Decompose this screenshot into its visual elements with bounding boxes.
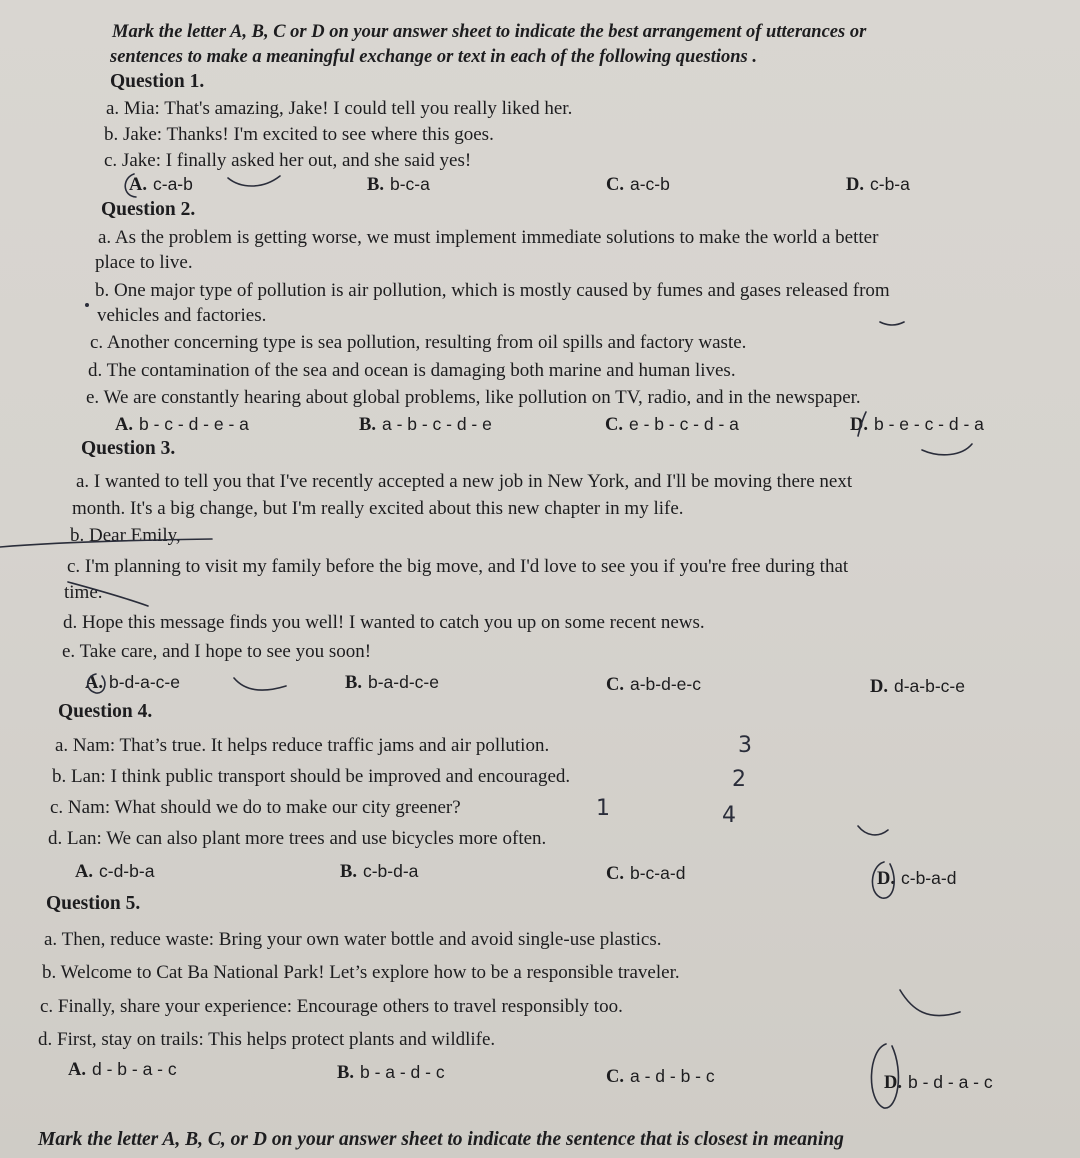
option-text: b-c-a-d	[630, 863, 686, 883]
option-letter: B.	[359, 415, 376, 435]
option-text: b - d - a - c	[908, 1072, 993, 1092]
option-text: a - d - b - c	[630, 1066, 715, 1086]
option-text: b-a-d-c-e	[367, 672, 439, 692]
q2-line-d: d. The contamination of the sea and ocean is damaging both marine and human lives.	[88, 360, 736, 381]
option-text: d-a-b-c-e	[894, 676, 965, 696]
instruction-top-line-1: Mark the letter A, B, C or D on your answer sheet to indicate the best arrangement of utterances or	[112, 22, 867, 42]
q1-option-b[interactable]	[367, 172, 430, 197]
q5-option-c[interactable]	[606, 1064, 715, 1089]
q5-line-d: d. First, stay on trails: This helps protect plants and wildlife.	[38, 1029, 496, 1050]
q2-line-b2: vehicles and factories.	[97, 305, 267, 326]
q3-line-c2: time.	[64, 582, 103, 603]
q5-option-d[interactable]	[884, 1070, 993, 1095]
question-5-title: Question 5.	[46, 893, 141, 914]
option-text: b - e - c - d - a	[874, 414, 984, 434]
handwritten-number-2: 2	[732, 767, 746, 792]
question-4-title: Question 4.	[58, 701, 153, 722]
q5-line-b: b. Welcome to Cat Ba National Park! Let’s explore how to be a responsible traveler.	[42, 962, 680, 983]
handwritten-number-4: 4	[722, 803, 736, 828]
q1-option-a[interactable]	[129, 172, 193, 197]
option-letter: B.	[345, 673, 362, 693]
q3-option-d[interactable]	[870, 674, 965, 699]
q5-check-stroke	[900, 990, 960, 1016]
option-letter: D.	[877, 869, 895, 889]
question-1-title: Question 1.	[110, 71, 205, 92]
option-text: c-b-a	[870, 174, 910, 194]
option-text: b - c - d - e - a	[139, 414, 249, 434]
q2-option-b[interactable]	[359, 412, 492, 437]
q2-line-e: e. We are constantly hearing about global problems, like pollution on TV, radio, and in the newspaper.	[86, 387, 861, 408]
option-letter: A.	[115, 415, 133, 435]
instruction-bottom: Mark the letter A, B, C, or D on your answer sheet to indicate the sentence that is closest in meaning	[38, 1129, 844, 1150]
option-letter: C.	[606, 1067, 624, 1087]
q2-check-stroke	[922, 444, 972, 455]
stray-dot	[85, 303, 89, 307]
q5-option-b[interactable]	[337, 1060, 445, 1085]
option-text: b - a - d - c	[359, 1062, 445, 1082]
q1-check-stroke	[228, 176, 280, 186]
option-text: c-d-b-a	[99, 861, 155, 881]
option-text: e - b - c - d - a	[629, 414, 739, 434]
option-letter: A.	[75, 862, 93, 882]
instruction-top-line-2: sentences to make a meaningful exchange or text in each of the following questions .	[110, 47, 758, 67]
option-letter: D.	[884, 1073, 902, 1093]
q3-check-stroke	[234, 678, 286, 690]
option-text: c-b-d-a	[362, 861, 419, 881]
q3-option-c[interactable]	[606, 672, 701, 697]
q2-line-a1: a. As the problem is getting worse, we must implement immediate solutions to make the world a better	[98, 227, 879, 248]
q3-line-a1: a. I wanted to tell you that I've recently accepted a new job in New York, and I'll be moving there next	[76, 471, 853, 492]
option-text: d - b - a - c	[92, 1059, 177, 1079]
q1-line-c: c. Jake: I finally asked her out, and she said yes!	[104, 150, 472, 171]
handwritten-number-1: 1	[596, 796, 610, 821]
option-text: a-b-d-e-c	[630, 674, 701, 694]
q2-option-c[interactable]	[605, 412, 739, 437]
q3-line-c1: c. I'm planning to visit my family before the big move, and I'd love to see you if you're free during that	[67, 556, 849, 577]
option-letter: D.	[870, 677, 888, 697]
q1-option-c[interactable]	[606, 172, 670, 197]
q1-option-d[interactable]	[846, 172, 910, 197]
handwritten-number-3: 3	[738, 733, 752, 758]
question-2-title: Question 2.	[101, 199, 196, 220]
faint-mark	[880, 322, 904, 325]
q2-line-a2: place to live.	[95, 252, 193, 273]
q4-option-d[interactable]	[877, 866, 956, 891]
option-letter: D.	[850, 415, 868, 435]
q3-option-a[interactable]	[85, 670, 180, 695]
option-letter: C.	[606, 175, 624, 195]
option-letter: C.	[605, 415, 623, 435]
q5-line-a: a. Then, reduce waste: Bring your own water bottle and avoid single-use plastics.	[44, 929, 662, 950]
question-3-title: Question 3.	[81, 438, 176, 459]
q3-line-b: b. Dear Emily,	[70, 525, 181, 546]
q4-line-d: d. Lan: We can also plant more trees and use bicycles more often.	[48, 828, 547, 849]
option-letter: D.	[846, 175, 864, 195]
option-text: b-d-a-c-e	[109, 672, 180, 692]
q5-line-c: c. Finally, share your experience: Encourage others to travel responsibly too.	[40, 996, 623, 1017]
option-letter: C.	[606, 864, 624, 884]
option-letter: A.	[85, 673, 103, 693]
option-letter: C.	[606, 675, 624, 695]
option-letter: B.	[367, 175, 384, 195]
q3-option-b[interactable]	[345, 670, 439, 695]
q2-line-b1: b. One major type of pollution is air pollution, which is mostly caused by fumes and gases released from	[95, 280, 890, 301]
q4-line-b: b. Lan: I think public transport should be improved and encouraged.	[52, 766, 571, 787]
q3-line-d: d. Hope this message finds you well! I wanted to catch you up on some recent news.	[63, 612, 705, 633]
q5-option-a[interactable]	[68, 1057, 177, 1082]
q4-option-c[interactable]	[606, 861, 685, 886]
q4-line-c: c. Nam: What should we do to make our city greener?	[50, 797, 461, 818]
q3-line-a2: month. It's a big change, but I'm really excited about this new chapter in my life.	[72, 498, 684, 519]
q2-option-d[interactable]	[850, 412, 984, 437]
option-text: c-b-a-d	[901, 868, 957, 888]
option-letter: A.	[129, 175, 147, 195]
q3-line-e: e. Take care, and I hope to see you soon!	[62, 641, 372, 662]
q1-line-b: b. Jake: Thanks! I'm excited to see where this goes.	[104, 124, 494, 145]
option-letter: B.	[340, 862, 357, 882]
option-letter: A.	[68, 1060, 86, 1080]
q2-option-a[interactable]	[115, 412, 249, 437]
option-text: a-c-b	[630, 174, 670, 194]
q4-line-a: a. Nam: That’s true. It helps reduce traffic jams and air pollution.	[55, 735, 550, 756]
q4-check-stroke	[858, 826, 888, 835]
option-text: b-c-a	[389, 174, 430, 194]
q1-line-a: a. Mia: That's amazing, Jake! I could tell you really liked her.	[106, 98, 573, 119]
option-text: a - b - c - d - e	[381, 414, 492, 434]
q4-option-a[interactable]	[75, 859, 154, 884]
q4-option-b[interactable]	[340, 859, 418, 884]
option-text: c-a-b	[153, 174, 193, 194]
q2-line-c: c. Another concerning type is sea pollution, resulting from oil spills and factory waste.	[90, 332, 747, 353]
option-letter: B.	[337, 1063, 354, 1083]
